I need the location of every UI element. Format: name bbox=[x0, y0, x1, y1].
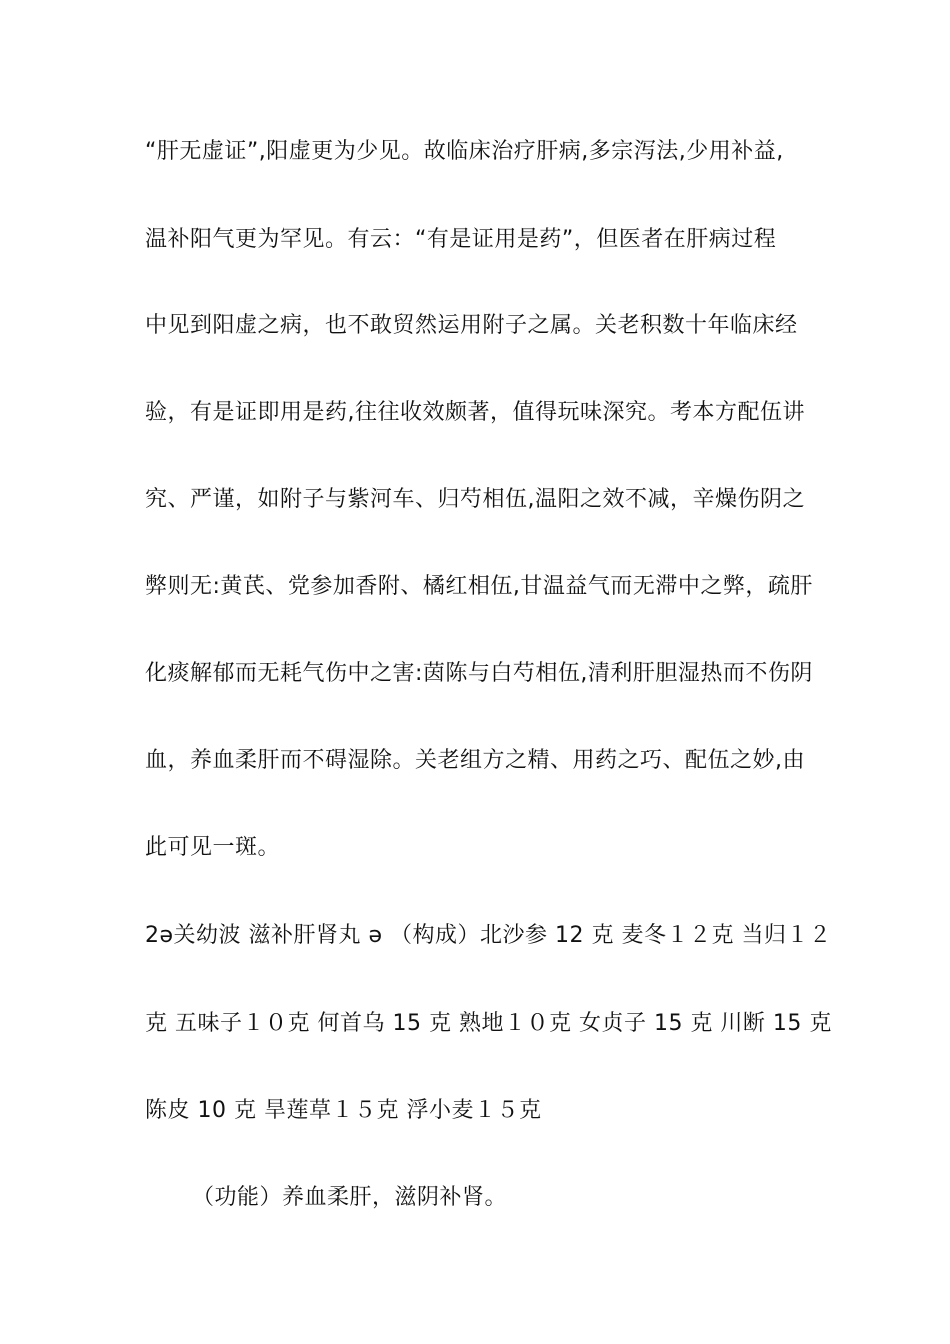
paragraph-line-8: 血，养血柔肝而不碍湿除。关老组方之精、用药之巧、配伍之妙,由 bbox=[145, 748, 805, 773]
recipe-ingredients-line-3: 陈皮 10 克 旱莲草１５克 浮小麦１５克 bbox=[145, 1098, 542, 1123]
paragraph-line-3: 中见到阳虚之病，也不敢贸然运用附子之属。关老积数十年临床经 bbox=[145, 313, 798, 338]
paragraph-line-2: 温补阳气更为罕见。有云：“有是证用是药”，但医者在肝病过程 bbox=[145, 227, 777, 252]
paragraph-line-4: 验，有是证即用是药,往往收效颇著，值得玩味深究。考本方配伍讲 bbox=[145, 400, 805, 425]
paragraph-line-1: “肝无虚证”,阳虚更为少见。故临床治疗肝病,多宗泻法,少用补益, bbox=[145, 139, 784, 164]
paragraph-line-9: 此可见一斑。 bbox=[145, 835, 281, 860]
paragraph-line-5: 究、严谨，如附子与紫河车、归芍相伍,温阳之效不减，辛燥伤阴之 bbox=[145, 487, 805, 512]
recipe-ingredients-line-2: 克 五味子１０克 何首乌 15 克 熟地１０克 女贞子 15 克 川断 15 克 bbox=[145, 1011, 832, 1036]
recipe-function-line: （功能）养血柔肝，滋阴补肾。 bbox=[192, 1185, 508, 1210]
paragraph-line-7: 化痰解郁而无耗气伤中之害:茵陈与白芍相伍,清利肝胆湿热而不伤阴 bbox=[145, 661, 813, 686]
paragraph-line-6: 弊则无:黄芪、党参加香附、橘红相伍,甘温益气而无滞中之弊，疏肝 bbox=[145, 574, 813, 599]
recipe-title-line: 2ə关幼波 滋补肝肾丸 ə （构成）北沙参 12 克 麦冬１２克 当归１２ bbox=[145, 923, 832, 948]
